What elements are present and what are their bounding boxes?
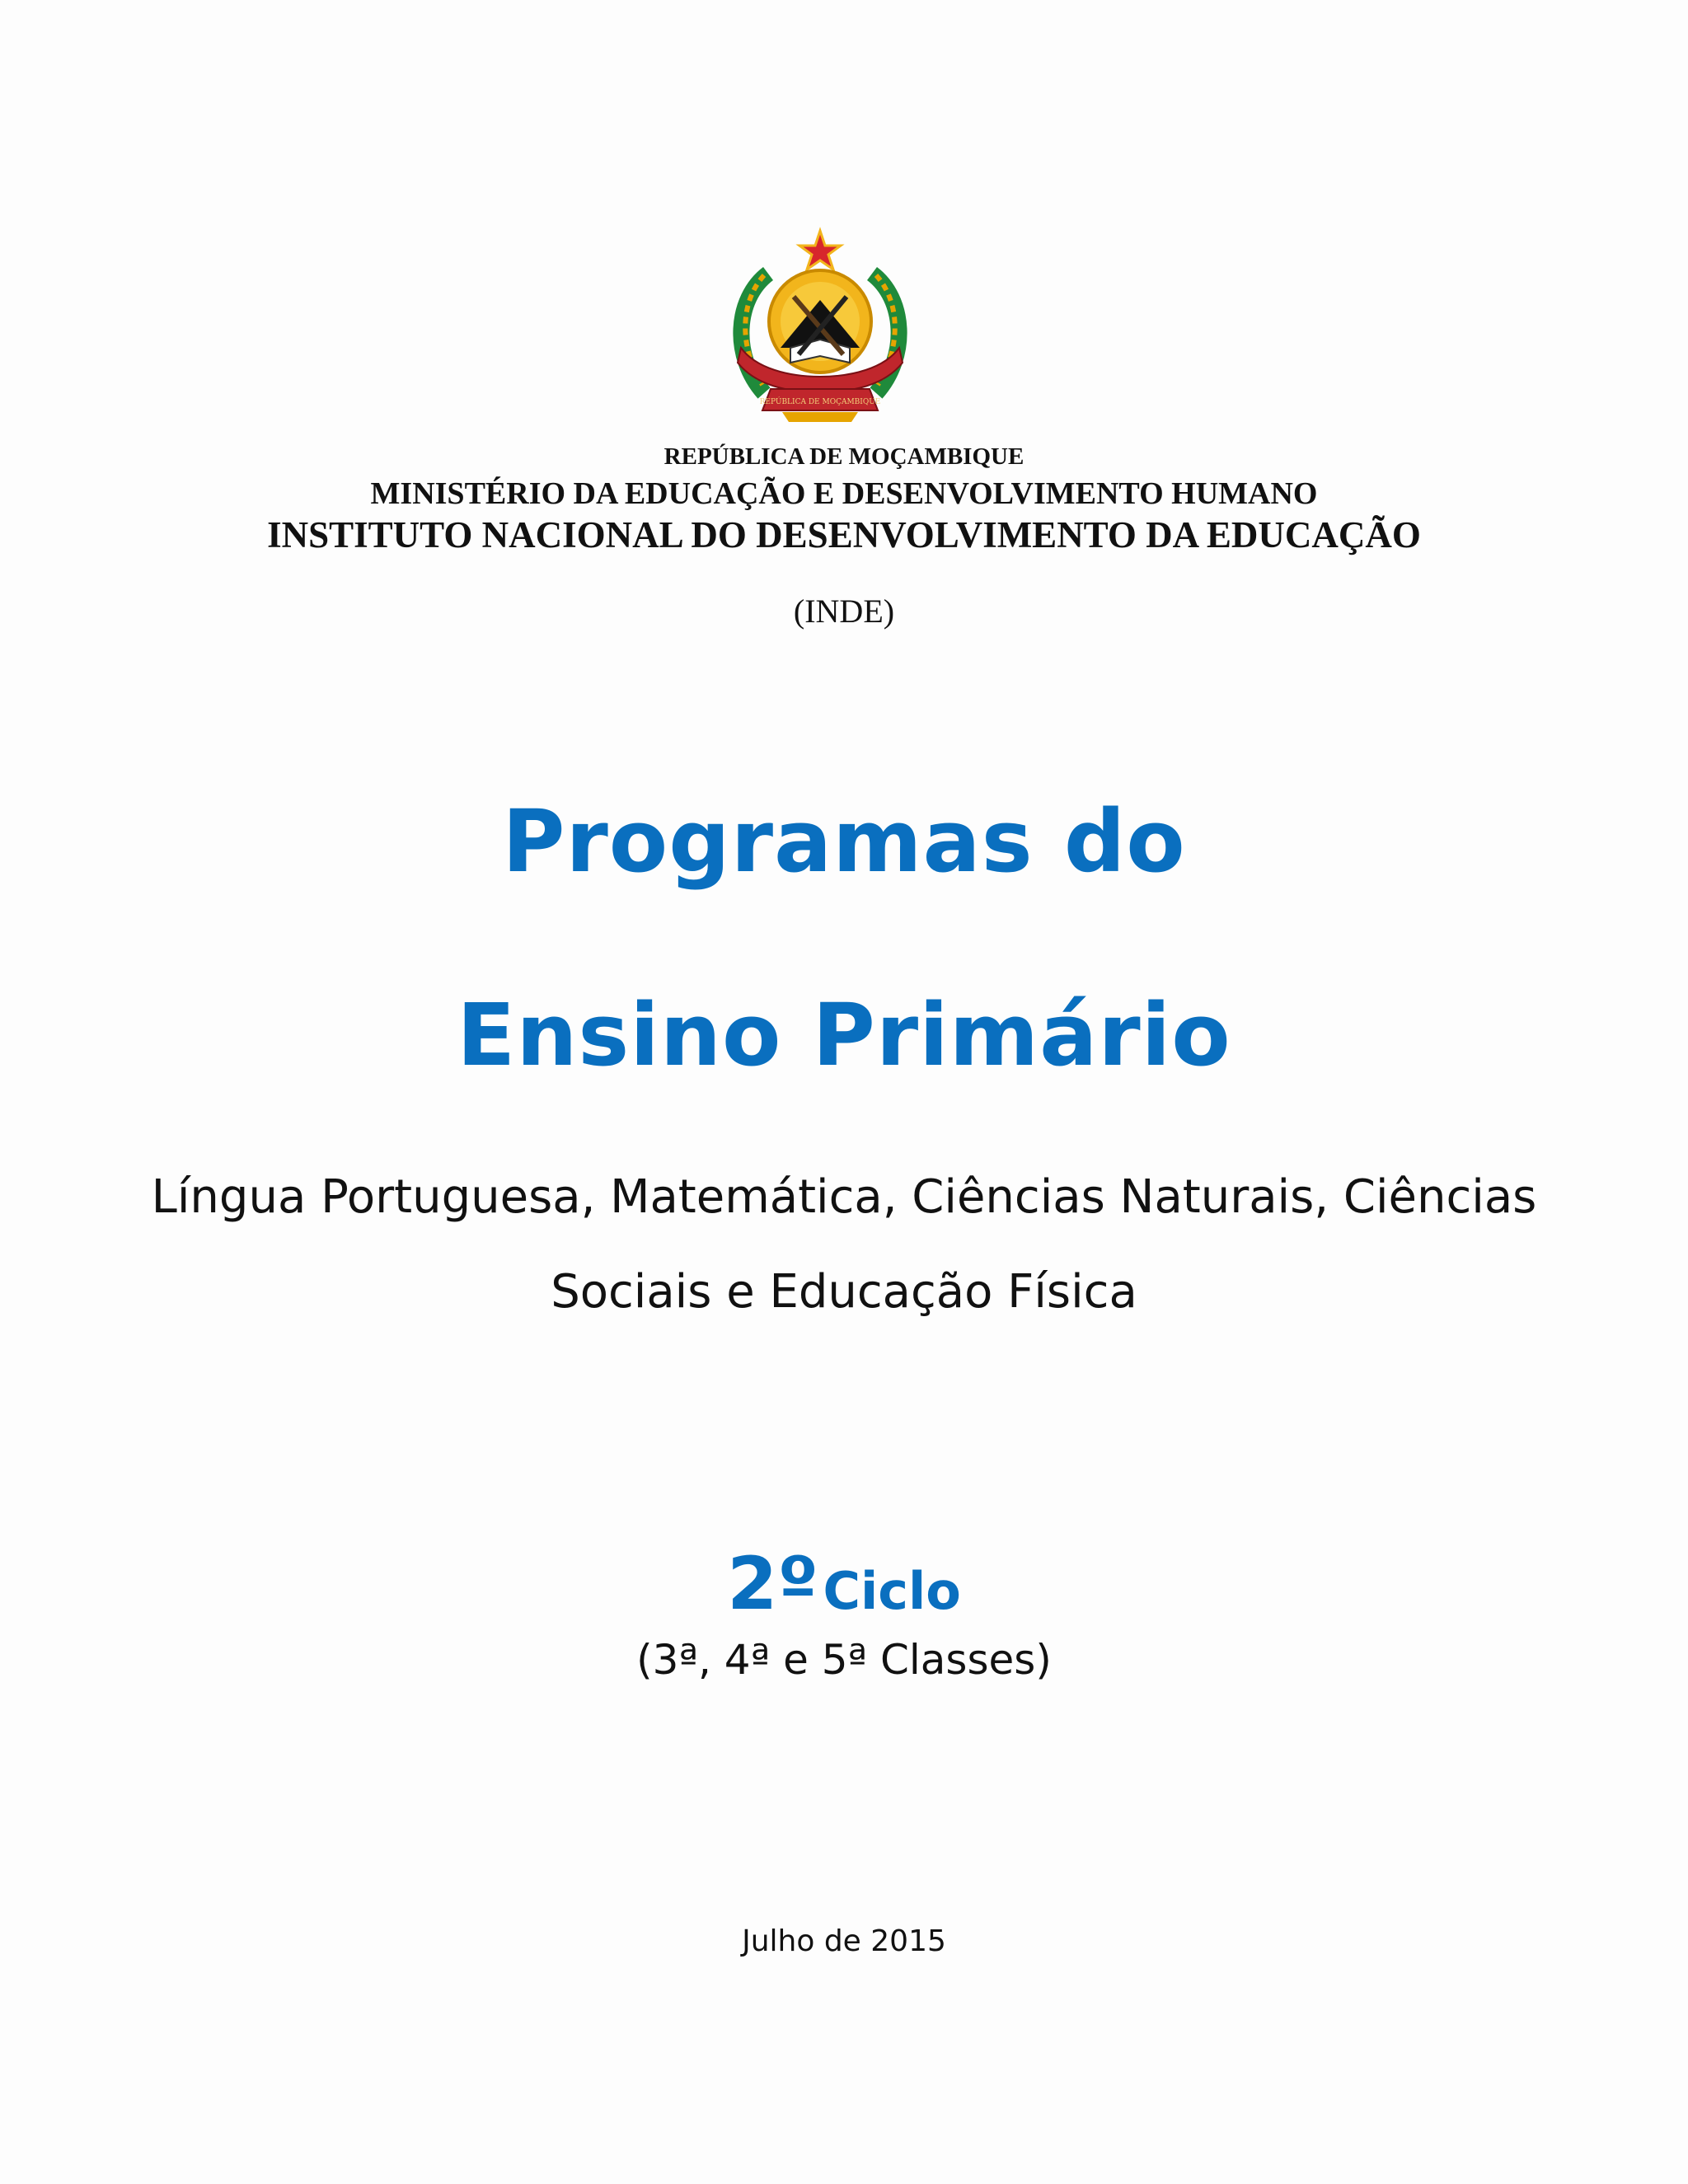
subjects-line2: Sociais e Educação Física xyxy=(551,1265,1137,1319)
cycle-number: 2º xyxy=(727,1541,818,1626)
institute-acronym: (INDE) xyxy=(793,593,895,630)
subjects-line1: Língua Portuguesa, Matemática, Ciências Naturais, Ciências xyxy=(151,1170,1537,1224)
mozambique-coat-of-arms-icon xyxy=(723,224,917,424)
institute-heading: INSTITUTO NACIONAL DO DESENVOLVIMENTO DA EDUCAÇÃO xyxy=(267,514,1421,555)
publication-date: Julho de 2015 xyxy=(742,1924,946,1958)
cycle-heading xyxy=(0,1541,1688,1626)
document-title-line1: Programas do xyxy=(502,791,1186,892)
cycle-classes: (3ª, 4ª e 5ª Classes) xyxy=(636,1636,1052,1684)
cycle-label: Ciclo xyxy=(823,1561,961,1621)
ministry-heading: MINISTÉRIO DA EDUCAÇÃO E DESENVOLVIMENTO HUMANO xyxy=(370,476,1318,511)
republic-heading: REPÚBLICA DE MOÇAMBIQUE xyxy=(663,443,1025,470)
document-title-line2: Ensino Primário xyxy=(457,985,1231,1085)
svg-text:REPÚBLICA DE MOÇAMBIQUE: REPÚBLICA DE MOÇAMBIQUE xyxy=(759,398,881,406)
